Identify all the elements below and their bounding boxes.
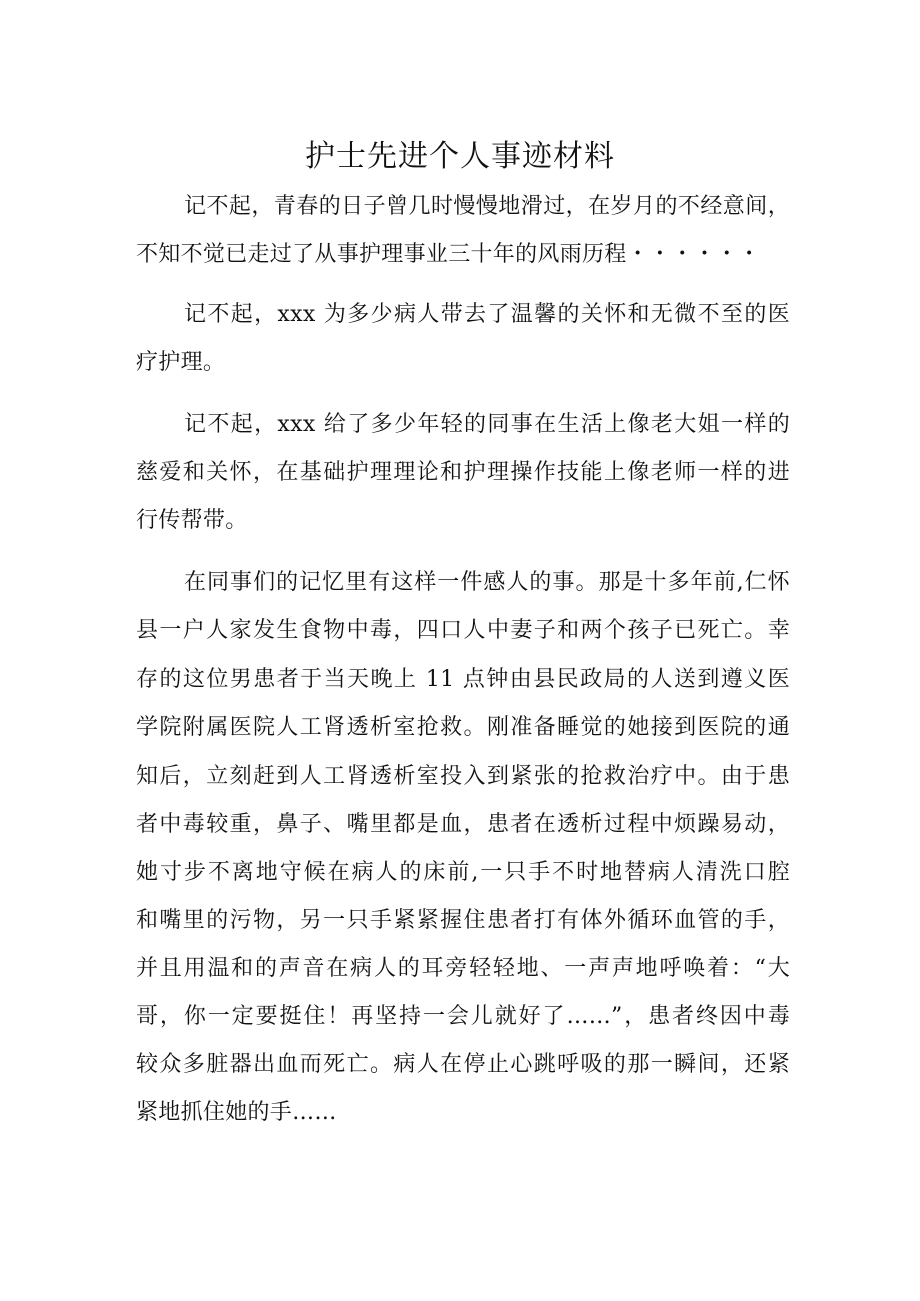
paragraph-3-line-2: 慈爱和关怀，在基础护理理论和护理操作技能上像老师一样的进 [136, 460, 790, 485]
paragraph-4-line-11: 较众多脏器出血而死亡。病人在停止心跳呼吸的那一瞬间，还紧 [136, 1052, 790, 1077]
paragraph-1-line-1: 记不起，青春的日子曾几时慢慢地滑过，在岁月的不经意间， [184, 194, 790, 219]
paragraph-3-line-1: 记不起，xxx 给了多少年轻的同事在生活上像老大姐一样的 [184, 412, 790, 437]
paragraph-2-line-1: 记不起，xxx 为多少病人带去了温馨的关怀和无微不至的医 [184, 302, 790, 327]
paragraph-4-line-1: 在同事们的记忆里有这样一件感人的事。那是十多年前,仁怀 [184, 570, 790, 595]
paragraph-2-line-2: 疗护理。 [136, 350, 226, 375]
paragraph-4-line-7: 她寸步不离地守候在病人的床前,一只手不时地替病人清洗口腔 [136, 860, 790, 885]
paragraph-4-line-10: 哥，你一定要挺住！再坚持一会儿就好了……”，患者终因中毒 [136, 1004, 790, 1029]
paragraph-3-line-3: 行传帮带。 [136, 508, 248, 533]
paragraph-4-line-6: 者中毒较重，鼻子、嘴里都是血，患者在透析过程中烦躁易动， [136, 812, 790, 837]
paragraph-4-line-3: 存的这位男患者于当天晚上 11 点钟由县民政局的人送到遵义医 [136, 667, 790, 692]
paragraph-4-line-2: 县一户人家发生食物中毒，四口人中妻子和两个孩子已死亡。幸 [136, 618, 790, 643]
paragraph-4-line-5: 知后，立刻赶到人工肾透析室投入到紧张的抢救治疗中。由于患 [136, 764, 790, 789]
paragraph-4-line-8: 和嘴里的污物，另一只手紧紧握住患者打有体外循环血管的手， [136, 908, 790, 933]
document-title: 护士先进个人事迹材料 [305, 139, 615, 174]
paragraph-1-line-2: 不知不觉已走过了从事护理事业三十年的风雨历程・・・・・・ [136, 242, 761, 267]
paragraph-4-line-9: 并且用温和的声音在病人的耳旁轻轻地、一声声地呼唤着：“大 [136, 956, 790, 981]
paragraph-4-line-4: 学院附属医院人工肾透析室抢救。刚准备睡觉的她接到医院的通 [136, 715, 790, 740]
paragraph-4-line-12: 紧地抓住她的手…… [136, 1100, 337, 1125]
